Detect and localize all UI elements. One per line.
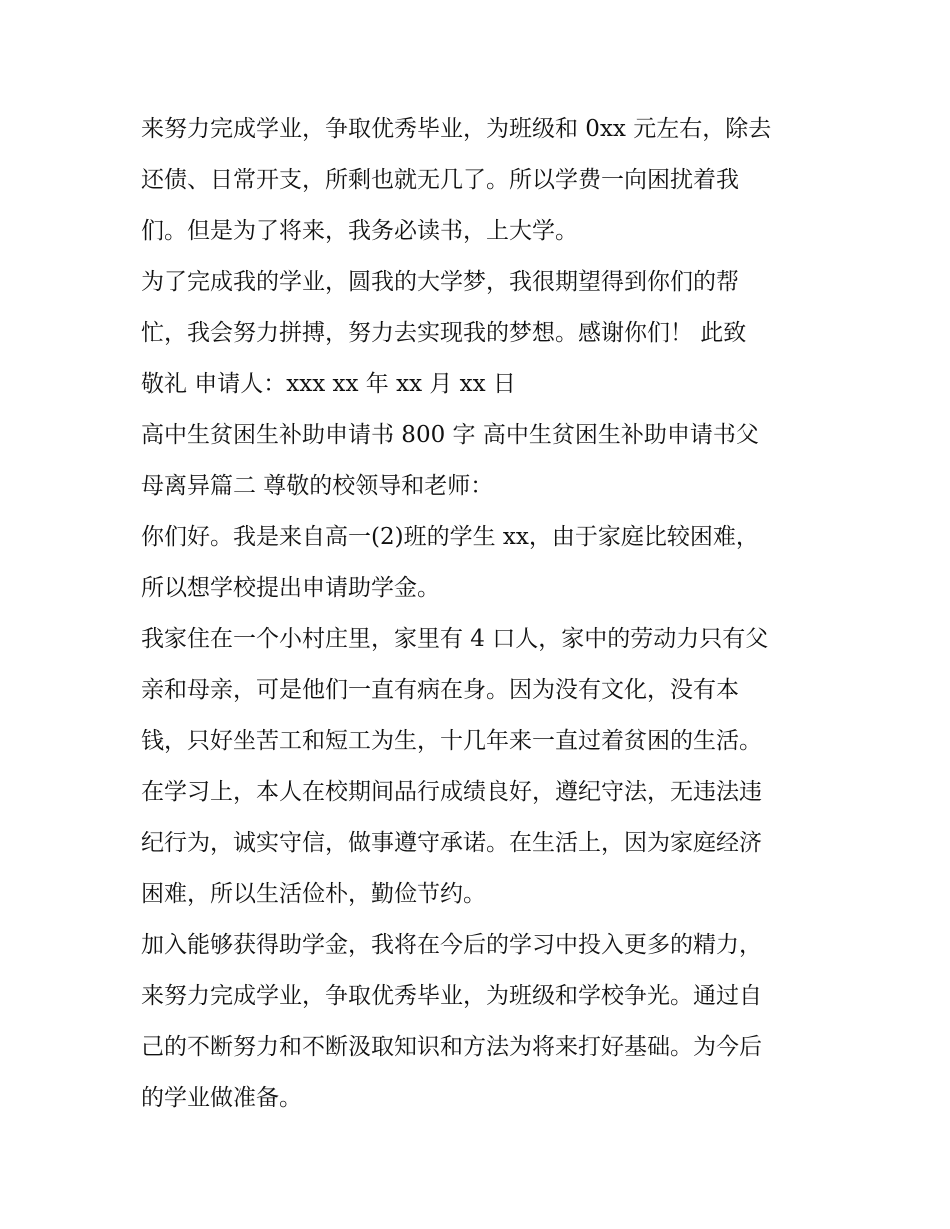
text-line: 纪行为，诚实守信，做事遵守承诺。在生活上，因为家庭经济 xyxy=(141,830,762,856)
text-line: 高中生贫困生补助申请书 800 字 高中生贫困生补助申请书父 xyxy=(141,422,759,448)
text-line: 母离异篇二 尊敬的校领导和老师： xyxy=(141,473,494,499)
text-line: 你们好。我是来自高一(2)班的学生 xx，由于家庭比较困难， xyxy=(141,524,759,550)
text-line: 来努力完成学业，争取优秀毕业，为班级和学校争光。通过自 xyxy=(141,983,762,1009)
text-line: 困难，所以生活俭朴，勤俭节约。 xyxy=(141,881,486,907)
text-line: 加入能够获得助学金，我将在今后的学习中投入更多的精力， xyxy=(141,932,762,958)
text-line: 我家住在一个小村庄里，家里有 4 口人，家中的劳动力只有父 xyxy=(141,626,769,652)
text-line: 还债、日常开支，所剩也就无几了。所以学费一向困扰着我 xyxy=(141,167,739,193)
text-line: 敬礼 申请人：xxx xx 年 xx 月 xx 日 xyxy=(141,371,516,397)
text-line: 亲和母亲，可是他们一直有病在身。因为没有文化，没有本 xyxy=(141,677,739,703)
text-line: 为了完成我的学业，圆我的大学梦，我很期望得到你们的帮 xyxy=(141,269,739,295)
text-line: 所以想学校提出申请助学金。 xyxy=(141,575,440,601)
document-body xyxy=(141,104,821,1124)
text-line: 来努力完成学业，争取优秀毕业，为班级和 0xx 元左右，除去 xyxy=(141,116,772,142)
text-line: 在学习上，本人在校期间品行成绩良好，遵纪守法，无违法违 xyxy=(141,779,762,805)
text-line: 们。但是为了将来，我务必读书，上大学。 xyxy=(141,218,578,244)
text-line: 忙，我会努力拼搏，努力去实现我的梦想。感谢你们！ 此致 xyxy=(141,320,747,346)
text-line: 钱，只好坐苦工和短工为生，十几年来一直过着贫困的生活。 xyxy=(141,728,762,754)
text-line: 己的不断努力和不断汲取知识和方法为将来打好基础。为今后 xyxy=(141,1034,762,1060)
text-line: 的学业做准备。 xyxy=(141,1085,302,1111)
